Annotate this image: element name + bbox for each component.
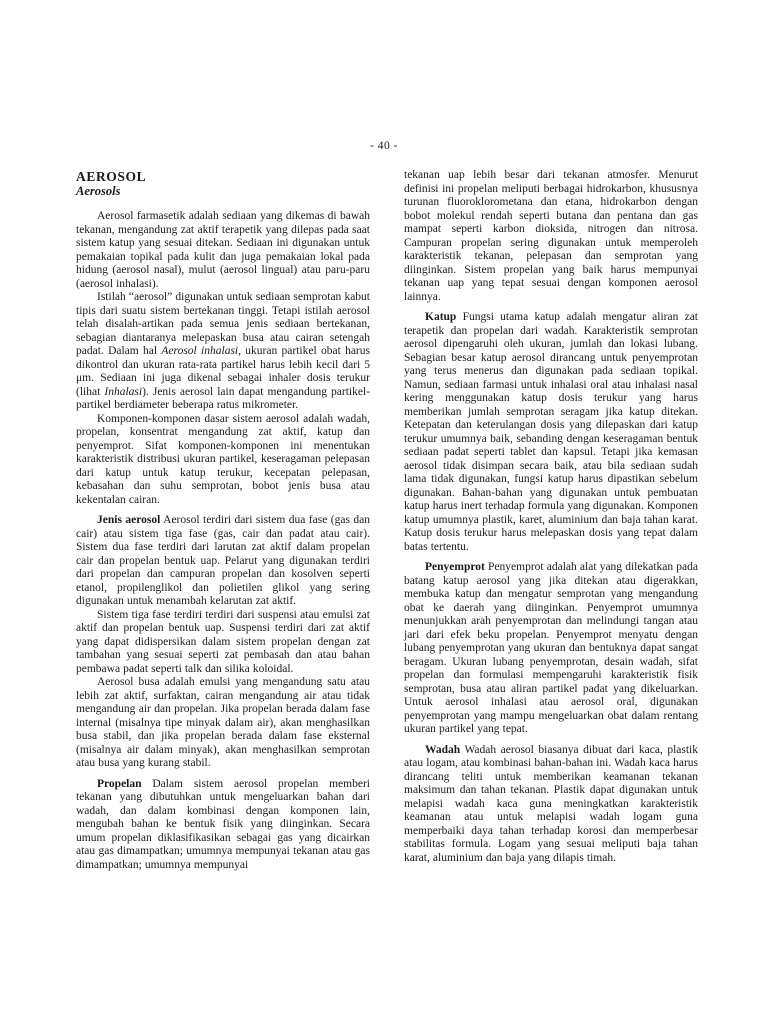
paragraph bbox=[76, 413, 370, 508]
article-title: AEROSOL bbox=[76, 169, 147, 184]
text-run: Penyemprot adalah alat yang dilekatkan pada batang katup aerosol yang jika ditekan atau digerakkan, membuka katup dan mengatur semprotan yang mengandung obat ke daerah yang diinginkan. Penyemprot umumnya menunjukkan arah penyemprotan dan melindungi tangan atau jari dari efek beku propelan. Penyemprot menyatu dengan lubang penyemprotan yang ukuran dan bentuknya dapat sangat beragam. Ukuran lubang penyemprotan, desain wadah, sifat propelan dan formulasi mempengaruhi karakteristik fisik semprotan, busa atau aliran partikel padat yang dikeluarkan. Untuk aerosol inhalasi atau aerosol oral, digunakan penyemprotan yang mampu mengeluarkan obat dalam rentang ukuran partikel yang tepat. bbox=[404, 561, 698, 735]
right-column bbox=[404, 169, 698, 865]
text-run: tekanan uap lebih besar dari tekanan atmosfer. Menurut definisi ini propelan meliputi berbagai hidrokarbon, khususnya turunan fluoroklorometana dan etana, hidrokarbon dengan bobot molekul rendah seperti butana dan pentana dan gas mampat seperti karbon dioksida, nitrogen dan nitrosa. Campuran propelan sering digunakan untuk memperoleh karakteristik tekanan, pelepasan dan semprotan yang diinginkan. Sistem propelan yang baik harus mempunyai tekanan uap yang tepat sesuai dengan komponen aerosol lainnya. bbox=[404, 169, 698, 303]
text-run: Fungsi utama katup adalah mengatur aliran zat terapetik dan propelan dari wadah. Karakteristik semprotan aerosol dipengaruhi oleh ukuran, jumlah dan lokasi lubang. Sebagian besar katup aerosol dirancang untuk penyemprotan yang terus menerus dan digunakan pada sediaan topikal. Namun, sediaan farmasi untuk inhalasi oral atau inhalasi nasal kering menggunakan katup dosis terukur yang harus memberikan jumlah semprotan seragam jika katup ditekan. Ketepatan dan keterulangan dosis yang dilepaskan dari katup terukur umumnya baik, sebanding dengan keseragaman bentuk sediaan padat seperti tablet dan kapsul. Tetapi jika kemasan aerosol tidak disimpan secara baik, atau bila sediaan sudah lama tidak digunakan, fungsi katup harus dipastikan sebelum digunakan. Bahan-bahan yang digunakan untuk pembuatan katup harus inert terhadap formula yang digunakan. Komponen katup umumnya plastik, karet, aluminium dan baja tahan karat. Katup dosis terukur harus melepaskan dosis yang tepat dalam batas tertentu. bbox=[404, 311, 699, 553]
section-paragraph-wadah bbox=[404, 744, 698, 866]
text-run: Dalam sistem aerosol propelan memberi tekanan yang dibutuhkan untuk mengeluarkan bahan dari wadah, dan dalam kombinasi dengan komponen lain, mengubah bahan ke bentuk fisik yang diinginkan. Secara umum propelan diklasifikasikan sebagai gas yang dicairkan atau gas dimampatkan; umumnya mempunyai tekanan atau gas dimampatkan; umumnya mempunyai bbox=[76, 777, 370, 871]
text-run: Aerosol terdiri dari sistem dua fase (gas dan cair) atau sistem tiga fase (gas, cair dan padat atau cair). Sistem dua fase terdiri dari larutan zat aktif dalam propelan cair dan propelan bentuk uap. Pelarut yang digunakan terdiri dari propelan dan campuran propelan dan kosolven seperti etanol, propilenglikol dan polietilen glikol yang sering digunakan untuk menambah kelarutan zat aktif. bbox=[76, 514, 370, 607]
italic-text-run: Inhalasi bbox=[104, 385, 143, 398]
section-paragraph-katup bbox=[404, 311, 698, 554]
text-run: Aerosol busa adalah emulsi yang mengandung satu atau lebih zat aktif, surfaktan, cairan mengandung air atau tidak mengandung air dan propelan. Jika propelan berada dalam fase internal (misalnya tipe minyak dalam air), akan menghasilkan busa stabil, dan jika propelan berada dalam fase eksternal (misalnya air dalam minyak), akan menghasilkan semprotan atau busa yang kurang stabil. bbox=[76, 676, 370, 769]
text-run: Wadah aerosol biasanya dibuat dari kaca, plastik atau logam, atau kombinasi bahan-bahan ini. Wadah kaca harus dirancang teliti untuk memberikan keamanan tekanan maksimum dan tahan tekanan. Plastik dapat digunakan untuk melapisi wadah kaca guna meningkatkan karakteristik keamanan atau untuk melapisi wadah logam guna memperbaiki daya tahan terhadap korosi dan memperbesar stabilitas formula. Logam yang sesuai meliputi baja tahan karat, aluminium dan baja yang dilapis timah. bbox=[404, 743, 698, 864]
left-column-paragraphs bbox=[76, 210, 370, 872]
section-lead: Propelan bbox=[97, 777, 142, 790]
article-subtitle: Aerosols bbox=[76, 184, 121, 198]
paragraph bbox=[404, 169, 698, 304]
section-paragraph-propelan bbox=[76, 778, 370, 873]
section-paragraph-jenis-aerosol bbox=[76, 514, 370, 609]
section-paragraph-penyemprot bbox=[404, 561, 698, 737]
text-run: Komponen-komponen dasar sistem aerosol adalah wadah, propelan, konsentrat mengandung zat aktif, katup dan penyemprot. Sifat komponen-komponen ini menentukan karakteristik distribusi ukuran partikel, keseragaman pelepasan dari katup untuk katup terukur, kecepatan pelepasan, kebasahan dan suhu semprotan, bobot jenis busa atau kekentalan cairan. bbox=[76, 412, 370, 506]
text-run: ). Jenis aerosol lain dapat mengandung partikel-partikel berdiameter beberapa ratus mikrometer. bbox=[76, 385, 370, 411]
page-content bbox=[76, 169, 698, 872]
page-number: - 40 - bbox=[370, 140, 398, 152]
section-lead: Jenis aerosol bbox=[97, 514, 161, 526]
text-run: , ukuran partikel obat harus dikontrol dan ukuran rata-rata partikel harus lebih kecil dari 5 μm. Sediaan ini juga dikenal sebagai inhaler dosis terukur (lihat bbox=[76, 345, 370, 398]
italic-text-run: Aerosol inhalasi bbox=[161, 345, 239, 357]
text-run: Aerosol farmasetik adalah sediaan yang dikemas di bawah tekanan, mengandung zat aktif terapetik yang dilepas pada saat sistem katup yang sesuai ditekan. Sediaan ini digunakan untuk pemakaian topikal pada kulit dan juga pemakaian lokal pada hidung (aerosol nasal), mulut (aerosol lingual) atau paru-paru (aerosol inhalasi). bbox=[76, 210, 370, 290]
left-column bbox=[76, 169, 370, 872]
text-run: Istilah “aerosol” digunakan untuk sediaan semprotan kabut tipis dari suatu sistem bertekanan tinggi. Tetapi istilah aerosol telah disalah-artikan pada semua jenis sediaan bertekanan, sebagian diantaranya melepaskan busa atau cairan setengah padat. Dalam hal bbox=[76, 291, 370, 357]
right-column-paragraphs bbox=[404, 169, 698, 865]
text-run: Sistem tiga fase terdiri terdiri dari suspensi atau emulsi zat aktif dan propelan bentuk uap. Suspensi terdiri dari zat aktif yang dapat didispersikan dalam sistem propelan dengan zat tambahan yang sesuai seperti zat pembasah dan atau bahan pembawa padat seperti talk dan silika koloidal. bbox=[76, 608, 370, 675]
section-lead: Wadah bbox=[425, 743, 461, 756]
paragraph bbox=[76, 210, 370, 291]
section-lead: Katup bbox=[425, 311, 457, 323]
section-lead: Penyemprot bbox=[425, 561, 485, 573]
paragraph bbox=[76, 291, 370, 413]
paragraph bbox=[76, 676, 370, 771]
paragraph bbox=[76, 609, 370, 677]
